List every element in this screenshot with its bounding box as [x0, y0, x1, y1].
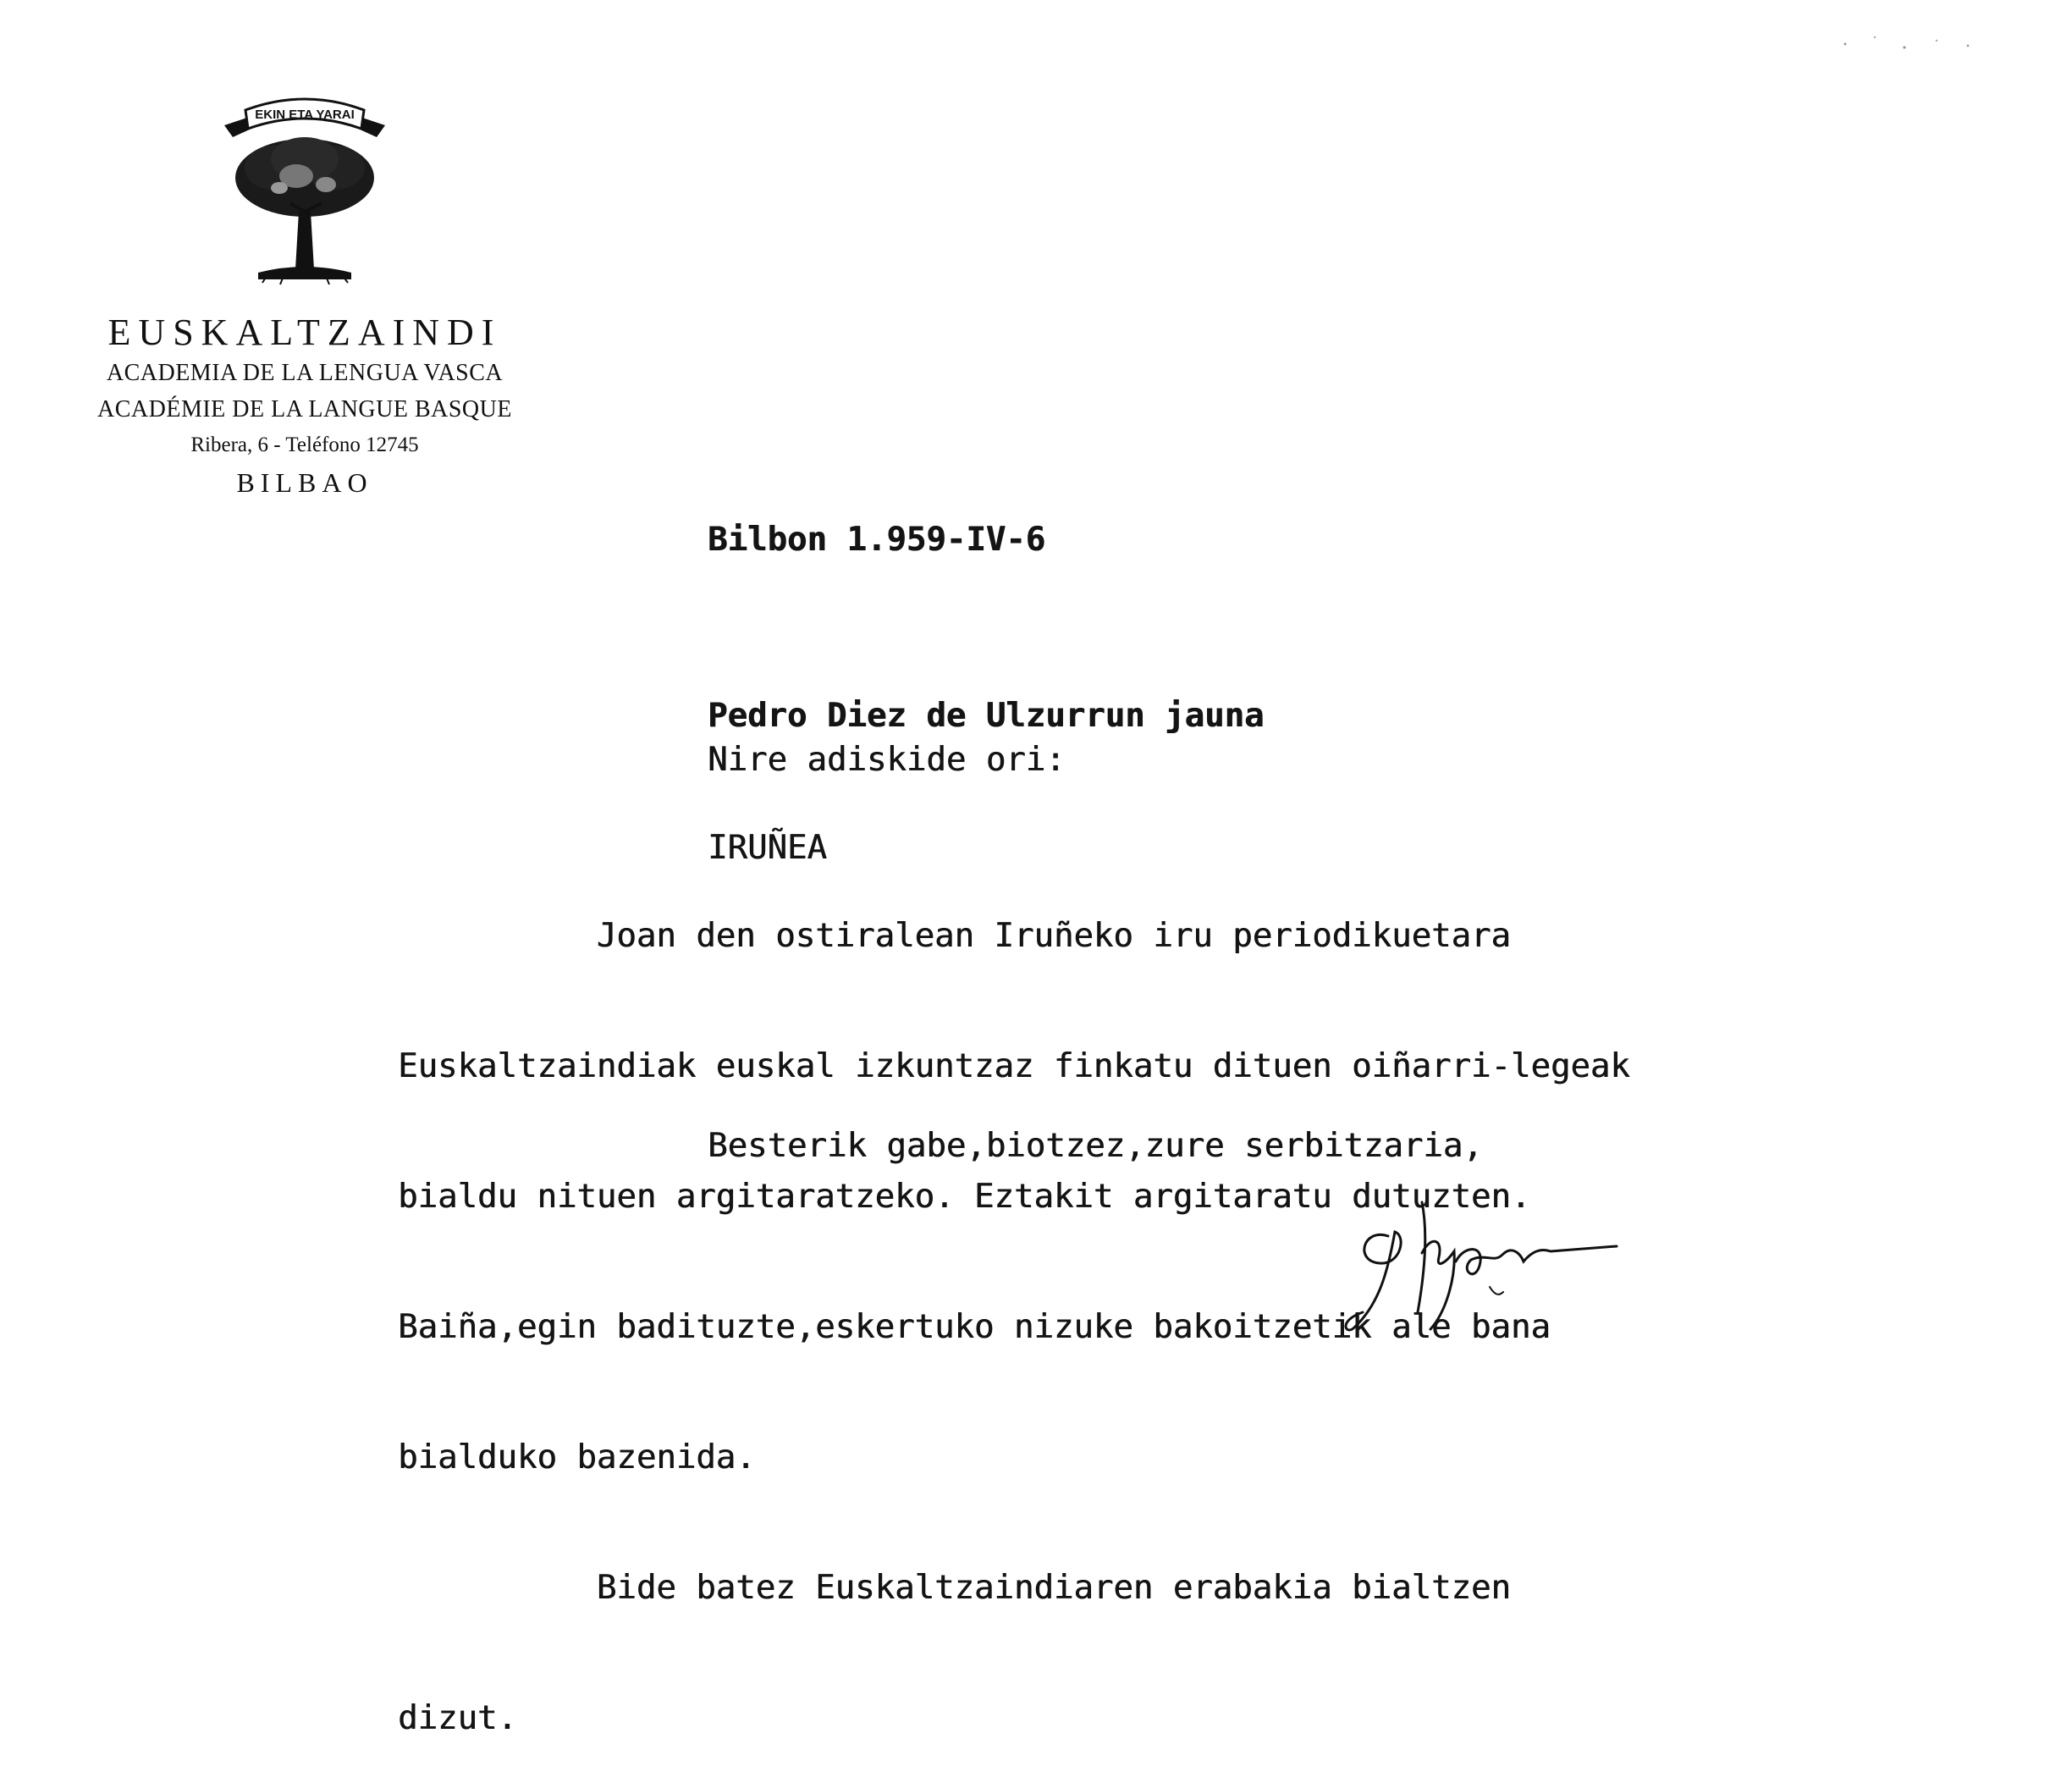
body-line: bialduko bazenida. [398, 1438, 756, 1477]
handwritten-signature [1329, 1185, 1634, 1346]
letter-date: Bilbon 1.959-IV-6 [708, 521, 1046, 559]
paper-specks [1828, 25, 1998, 59]
body-line: bialdu nituen argitaratzeko. Eztakit argitaratu dutuzten. [398, 1178, 1531, 1216]
svg-text:EKIN ETA YARAI: EKIN ETA YARAI [255, 108, 355, 122]
letterhead [51, 76, 559, 502]
body-line: Joan den ostiralean Iruñeko iru periodikuetara [398, 917, 1511, 955]
recipient-name: Pedro Diez de Ulzurrun jauna [708, 697, 1265, 735]
recipient-city: IRUÑEA [708, 829, 827, 867]
org-name: EUSKALTZAINDI [107, 312, 502, 353]
letter-closing: Besterik gabe,biotzez,zure serbitzaria, [708, 1127, 1483, 1165]
body-line: dizut. [398, 1699, 517, 1737]
tree-logo-icon [199, 76, 411, 288]
body-line: Bide batez Euskaltzaindiaren erabakia bialtzen [398, 1569, 1511, 1607]
letter-greeting: Nire adiskide ori: [708, 741, 1066, 779]
body-line: Baiña,egin badituzte,eskertuko nizuke bakoitzetik ale bana [398, 1308, 1551, 1346]
org-city: BILBAO [236, 466, 373, 498]
body-line: Euskaltzaindiak euskal izkuntzaz finkatu dituen oiñarri-legeak [398, 1047, 1630, 1085]
org-subtitle-fr: ACADÉMIE DE LA LANGUE BASQUE [97, 395, 512, 422]
org-address: Ribera, 6 - Teléfono 12745 [190, 433, 419, 457]
org-subtitle-es: ACADEMIA DE LA LENGUA VASCA [106, 359, 504, 386]
